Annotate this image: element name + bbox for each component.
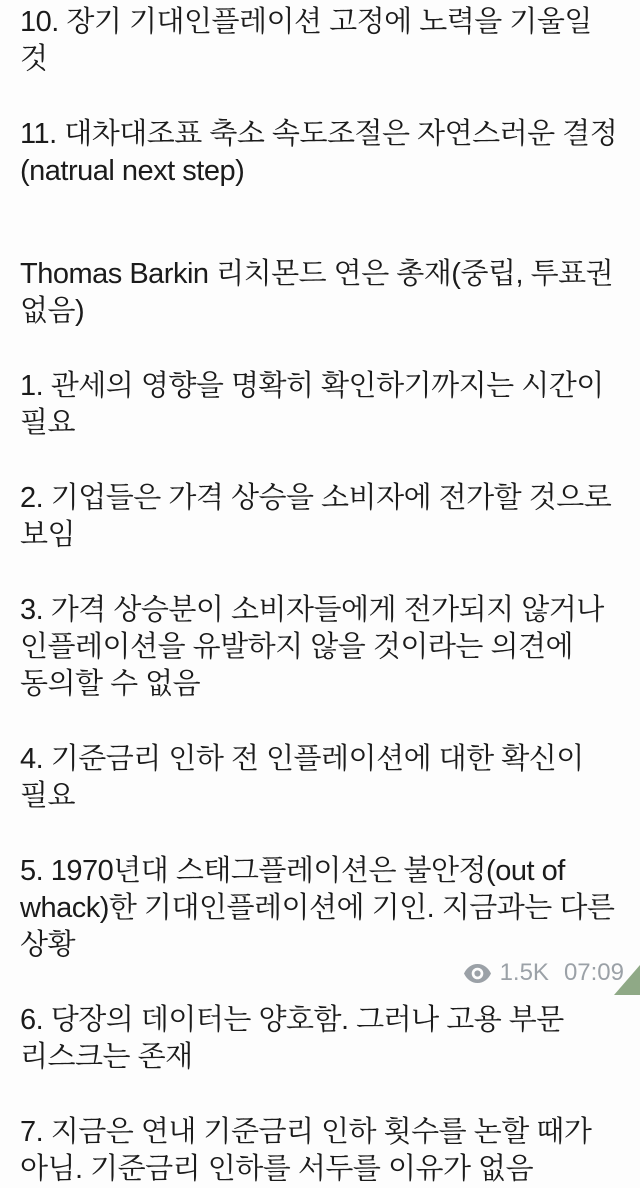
view-count: 1.5K — [499, 959, 549, 986]
message-timestamp: 07:09 — [563, 959, 624, 986]
message-paragraph: 3. 가격 상승분이 소비자들에게 전가되지 않거나 인플레이션을 유발하지 않을 것이라는 의견에 동의할 수 없음 — [20, 594, 604, 700]
message-paragraph: 6. 당장의 데이터는 양호함. 그러나 고용 부문 리스크는 존재 — [20, 1004, 564, 1073]
message-paragraph: 5. 1970년대 스태그플레이션은 불안정(out of whack)한 기대인플레이션에 기인. 지금과는 다른 상황 — [20, 855, 615, 961]
message-paragraph: 10. 장기 기대인플레이션 고정에 노력을 기울일 것 — [20, 6, 592, 75]
message-paragraph: 7. 지금은 연내 기준금리 인하 횟수를 논할 때가 아님. 기준금리 인하를 서두를 이유가 없음 — [20, 1116, 592, 1185]
message-paragraph: 1. 관세의 영향을 명확히 확인하기까지는 시간이 필요 — [20, 370, 604, 439]
views-eye-icon — [464, 964, 491, 983]
speaker-header: Thomas Barkin 리치몬드 연은 총재(중립, 투표권 없음) — [20, 258, 614, 327]
message-meta — [464, 961, 624, 985]
message-body — [20, 4, 624, 1188]
chat-background-corner — [614, 965, 640, 995]
message-paragraph: 2. 기업들은 가격 상승을 소비자에 전가할 것으로 보임 — [20, 482, 612, 551]
message-paragraph: 4. 기준금리 인하 전 인플레이션에 대한 확신이 필요 — [20, 743, 584, 812]
message-paragraph: 11. 대차대조표 축소 속도조절은 자연스러운 결정(natrual next step) — [20, 118, 618, 187]
